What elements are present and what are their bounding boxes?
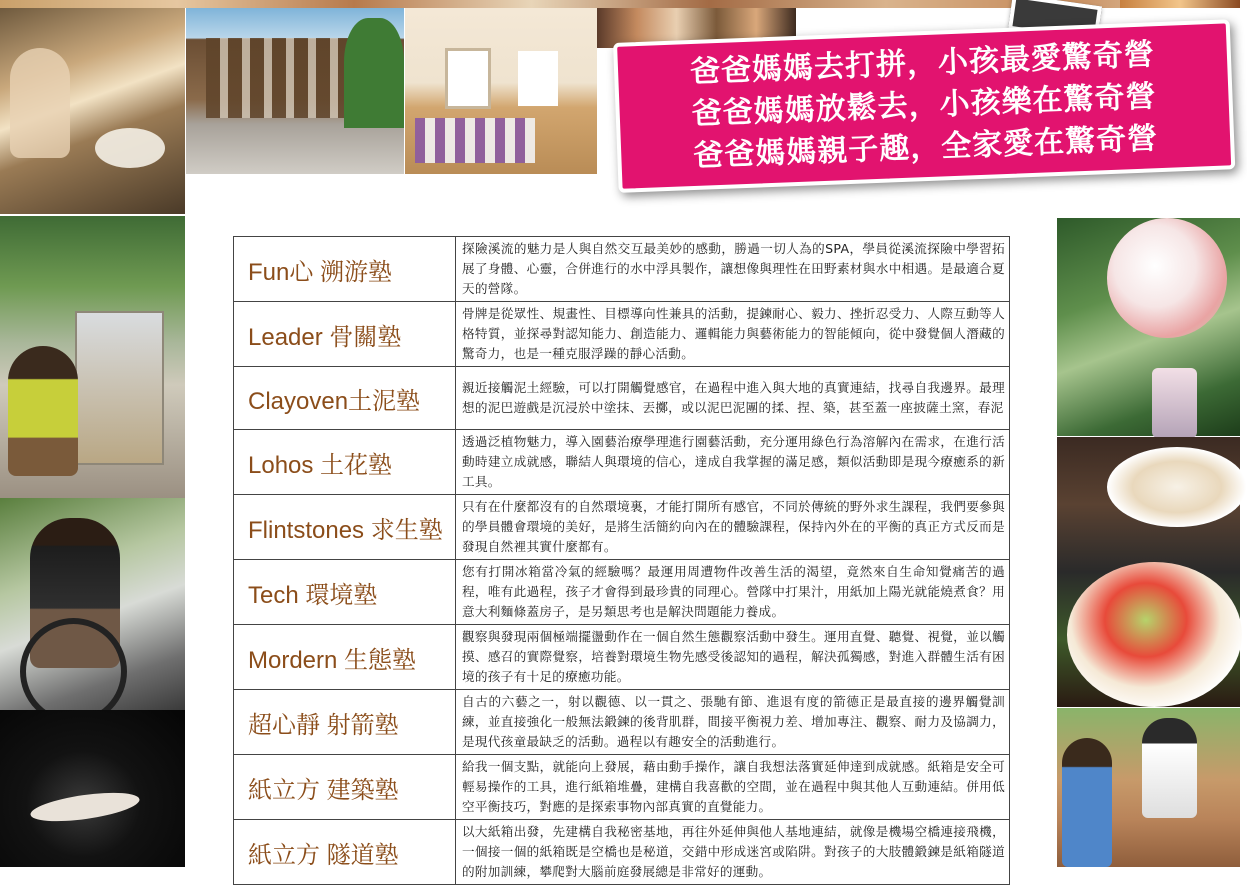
course-desc-cell bbox=[456, 237, 1010, 302]
table-row bbox=[234, 755, 1010, 820]
course-name: Lohos 土花塾 bbox=[248, 451, 393, 479]
slogan-banner bbox=[613, 19, 1235, 193]
course-description: 自古的六藝之一，射以觀德、以一貫之、張馳有節、進退有度的箭德正是最直接的邊界觸覺訓練，並直接強化一般無法鍛鍊的後背肌群，間接平衡視力差、增加專注、觀察、耐力及協調力，是現代孩童最缺乏的活動。過程以有趣安全的活動進行。 bbox=[462, 694, 1005, 749]
course-name: 超心靜 射箭塾 bbox=[248, 711, 399, 739]
course-desc-cell bbox=[456, 820, 1010, 885]
course-name-cell bbox=[234, 755, 456, 820]
course-name: 紙立方 建築塾 bbox=[248, 776, 399, 804]
course-description: 透過泛植物魅力，導入園藝治療學理進行園藝活動，充分運用綠色行為溶解內在需求，在進行活動時建立成就感，聯結人與環境的信心，達成自我掌握的滿足感，類似活動即是現今療癒系的新工具。 bbox=[462, 434, 1005, 489]
table-row bbox=[234, 367, 1010, 430]
course-description: 以大紙箱出發，先建構自我秘密基地，再往外延伸與他人基地連結，就像是機場空橋連接飛機，一個接一個的紙箱既是空橋也是秘道，交錯中形成迷宮或陷阱。對孩子的大肢體鍛鍊是紙箱隧道的附加訓練，攀爬對大腦前庭發展總是非常好的運動。 bbox=[462, 824, 1005, 879]
slogan-line: 爸爸媽媽親子趣，全家愛在驚奇營 bbox=[692, 121, 1159, 174]
photo-wooden-lodge bbox=[186, 8, 404, 174]
course-desc-cell bbox=[456, 755, 1010, 820]
course-desc-cell bbox=[456, 367, 1010, 430]
photo-food-strip bbox=[1120, 0, 1240, 8]
course-name: Clayoven土泥塾 bbox=[248, 387, 421, 415]
photo-boy-on-bicycle bbox=[0, 498, 185, 710]
course-name: Mordern 生態塾 bbox=[248, 646, 417, 674]
course-name-cell bbox=[234, 560, 456, 625]
course-desc-cell bbox=[456, 302, 1010, 367]
photo-kids-dining bbox=[0, 8, 185, 214]
photo-night-tent bbox=[0, 710, 185, 867]
course-desc-cell bbox=[456, 625, 1010, 690]
table-row bbox=[234, 625, 1010, 690]
photo-kids-playing-sand bbox=[1057, 708, 1240, 867]
table-row bbox=[234, 495, 1010, 560]
photo-wind-chime bbox=[1057, 218, 1240, 436]
course-desc-cell bbox=[456, 430, 1010, 495]
course-desc-cell bbox=[456, 690, 1010, 755]
photo-sleeping-hall bbox=[405, 8, 597, 174]
course-table bbox=[233, 236, 1010, 885]
slogan-line: 爸爸媽媽放鬆去，小孩樂在驚奇營 bbox=[691, 79, 1158, 133]
course-name-cell bbox=[234, 820, 456, 885]
photo-boy-building-oven bbox=[0, 216, 185, 498]
course-name: Fun心 溯游塾 bbox=[248, 258, 393, 286]
course-name-cell bbox=[234, 690, 456, 755]
course-desc-cell bbox=[456, 495, 1010, 560]
course-name: Flintstones 求生塾 bbox=[248, 516, 443, 544]
table-row bbox=[234, 430, 1010, 495]
course-desc-cell bbox=[456, 560, 1010, 625]
photo-toast-breakfast bbox=[1057, 437, 1240, 707]
course-name-cell bbox=[234, 237, 456, 302]
course-description: 親近接觸泥土經驗，可以打開觸覺感官，在過程中進入與大地的真實連結，找尋自我邊界。最理想的泥巴遊戲是沉浸於中塗抹、丟擲，或以泥巴泥團的揉、捏、築，甚至蓋一座披薩土窯，春泥 bbox=[462, 380, 1005, 415]
course-description: 骨牌是從眾性、規畫性、目標導向性兼具的活動，提鍊耐心、毅力、挫折忍受力、人際互動等人格特質，並探尋對認知能力、創造能力、邏輯能力與藝術能力的智能傾向，從中發覺個人潛藏的驚奇力，也是一種克服浮躁的靜心活動。 bbox=[462, 306, 1005, 361]
course-description: 只有在什麼都沒有的自然環境裏，才能打開所有感官，不同於傳統的野外求生課程，我們要參與的學員體會環境的美好，是將生活簡約向內在的體驗課程，保持內外在的平衡的真正方式反而是發現自然裡其實什麼都有。 bbox=[462, 499, 1005, 554]
course-description: 觀察與發現兩個極端擺盪動作在一個自然生態觀察活動中發生。運用直覺、聽覺、視覺，並以觸摸、感召的實際覺察，培養對環境生物先感受後認知的過程，解決孤獨感，對進入群體生活有困境的孩子有十足的療癒功能。 bbox=[462, 629, 1005, 684]
course-name: 紙立方 隧道塾 bbox=[248, 841, 399, 869]
table-row bbox=[234, 302, 1010, 367]
course-name-cell bbox=[234, 302, 456, 367]
course-description: 給我一個支點，就能向上發展，藉由動手操作，讓自我想法落實延伸達到成就感。紙箱是安全可輕易操作的工具，進行紙箱堆疊，建構自我喜歡的空間，並在過程中與其他人互動連結。併用低空平衡技巧，對應的是探索事物內部真實的直覺能力。 bbox=[462, 759, 1005, 814]
course-description: 您有打開冰箱當冷氣的經驗嗎？最運用周遭物件改善生活的渴望，竟然來自生命知覺痛苦的過程，唯有此過程，孩子才會得到最珍貴的同理心。營隊中打果汁，用紙加上陽光就能燒煮食？用意大利麵條蓋房子，是另類思考也是解決問題能力養成。 bbox=[462, 564, 1005, 619]
course-description: 探險溪流的魅力是人與自然交互最美妙的感動，勝過一切人為的SPA，學員從溪流探險中學習拓展了身體、心靈，合併進行的水中浮具製作，讓想像與理性在田野素材與水中相遇。是最適合夏天的營隊。 bbox=[462, 241, 1005, 296]
course-name-cell bbox=[234, 430, 456, 495]
course-name: Tech 環境塾 bbox=[248, 581, 378, 609]
course-name-cell bbox=[234, 367, 456, 430]
table-row bbox=[234, 560, 1010, 625]
table-row bbox=[234, 690, 1010, 755]
course-name-cell bbox=[234, 625, 456, 690]
table-row bbox=[234, 237, 1010, 302]
slogan-line: 爸爸媽媽去打拼，小孩最愛驚奇營 bbox=[689, 37, 1156, 91]
table-row bbox=[234, 820, 1010, 885]
course-name-cell bbox=[234, 495, 456, 560]
course-name: Leader 骨關塾 bbox=[248, 323, 402, 351]
